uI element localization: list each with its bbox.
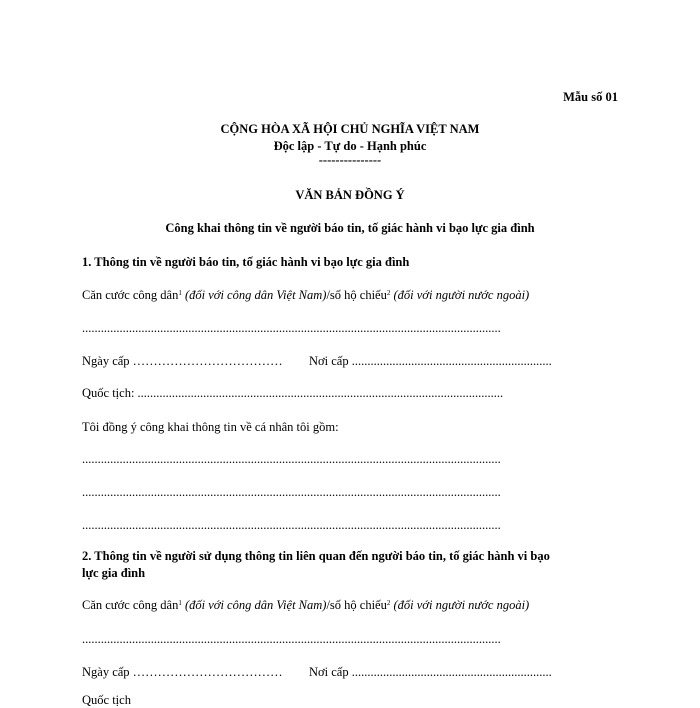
section2-issue-place: Nơi cấp ................................................................ (309, 665, 552, 679)
section2-heading-line1: 2. Thông tin về người sử dụng thông tin liên quan đến người báo tin, tố giác hành vi bạo (82, 549, 550, 563)
national-motto: Độc lập - Tự do - Hạnh phúc (273, 139, 427, 153)
section2-nationality: Quốc tịch (82, 693, 131, 707)
section1-consent-dots-2: ...................................................................................................................................... (82, 485, 501, 499)
document-subtitle: Công khai thông tin về người báo tin, tố giác hành vi bạo lực gia đình (165, 221, 535, 235)
section1-consent: Tôi đồng ý công khai thông tin về cá nhân tôi gồm: (82, 420, 339, 434)
section1-consent-dots-1: ...................................................................................................................................... (82, 452, 501, 466)
id-prefix: Căn cước công dân (82, 288, 179, 302)
footnote-1: 1 (178, 599, 182, 607)
passport-label: /số hộ chiếu (326, 598, 387, 612)
id-foreign-note: (đối với người nước ngoài) (393, 288, 530, 302)
section1-nationality: Quốc tịch: ..................................................................................................................... (82, 386, 504, 400)
section1-issue-place: Nơi cấp ................................................................ (309, 354, 552, 368)
section2-heading-line2: lực gia đình (82, 566, 146, 580)
footnote-1: 1 (178, 289, 182, 297)
section1-heading: 1. Thông tin về người báo tin, tố giác hành vi bạo lực gia đình (82, 255, 410, 269)
passport-label: /số hộ chiếu (326, 288, 387, 302)
footnote-2: 2 (386, 599, 391, 607)
republic-heading: CỘNG HÒA XÃ HỘI CHỦ NGHĨA VIỆT NAM (220, 122, 480, 136)
id-vn-note: (đối với công dân Việt Nam) (184, 288, 327, 302)
section1-id-line (82, 288, 529, 303)
id-foreign-note: (đối với người nước ngoài) (393, 598, 530, 612)
footnote-2: 2 (386, 289, 391, 297)
section2-id-line (82, 598, 529, 613)
motto-rule: --------------- (318, 153, 382, 167)
document-title: VĂN BẢN ĐỒNG Ý (295, 188, 405, 202)
section1-id-dots: ...................................................................................................................................... (82, 321, 501, 335)
id-vn-note: (đối với công dân Việt Nam) (184, 598, 327, 612)
id-prefix: Căn cước công dân (82, 598, 179, 612)
section2-id-dots: ...................................................................................................................................... (82, 632, 501, 646)
section1-issue-date: Ngày cấp ……………………………… (82, 354, 283, 368)
form-number: Mẫu số 01 (563, 90, 618, 104)
section1-consent-dots-3: ...................................................................................................................................... (82, 518, 501, 532)
section2-issue-date: Ngày cấp ……………………………… (82, 665, 283, 679)
